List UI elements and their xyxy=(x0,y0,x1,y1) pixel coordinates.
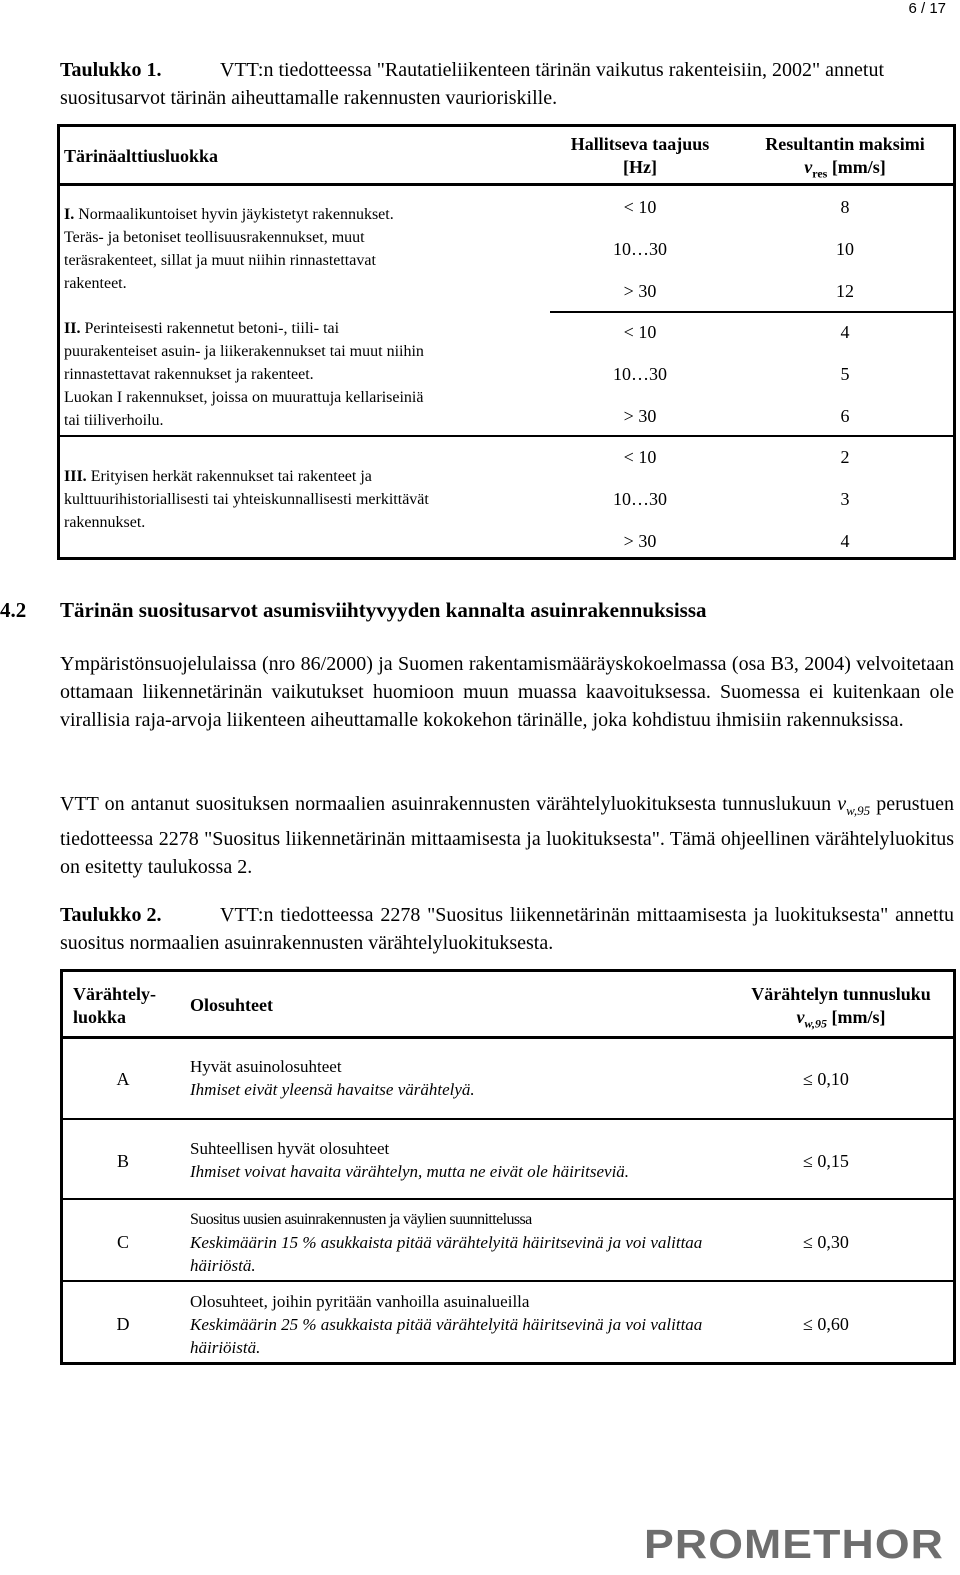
table1-caption-text: VTT:n tiedotteessa "Rautatieliikenteen tärinän vaikutus rakenteisiin, 2002" annetut suositusarvot tärinän aiheuttamalle rakennusten vaurioriskille. xyxy=(60,59,885,109)
table1-freq-cell: 10…30 xyxy=(613,489,667,509)
table1-header-frequency: Hallitseva taajuus [Hz] xyxy=(570,134,710,177)
table1-value-cell: 8 xyxy=(840,197,850,217)
table1-value-cell: 12 xyxy=(836,281,854,301)
table1-header-resultant: Resultantin maksimi $v_{res}$ [mm/s] xyxy=(765,134,925,181)
table1-freq-cell: > 30 xyxy=(623,406,657,426)
table2-limit-a: ≤ 0,10 xyxy=(803,1069,849,1089)
paragraph: Ympäristönsuojelulaissa (nro 86/2000) ja Suomen rakentamismääräyskokoelmassa (osa B3, 2004) velvoitetaan ottamaan liikennetärinän vaikutukset huomioon muun muassa kaavoituksessa. Suomessa ei kuitenkaan ole virallisia raja-arvoja liikenteen aiheuttamalle kokokehon tärinälle, joka kohdistuu ihmisiin rakennuksissa. xyxy=(60,653,954,731)
table2-header-value: Värähtelyn tunnusluku $v_{w,95}$ [mm/s] xyxy=(751,984,931,1031)
logo-text: PROMETHOR xyxy=(644,1521,944,1565)
table1-freq-cell: < 10 xyxy=(623,322,657,342)
table1-value-cell: 10 xyxy=(836,239,854,259)
table1-value-cell: 4 xyxy=(840,531,850,551)
table1-value-cell: 6 xyxy=(840,406,850,426)
section-heading: 4.2 Tärinän suositusarvot asumisviihtyvyyden kannalta asuinrakennuksissa xyxy=(0,598,707,622)
table2-conditions-d: Olosuhteet, joihin pyritään vanhoilla asuinalueilla Keskimäärin 25 % asukkaista pitää värähtelyitä häiritsevinä ja voi valittaa häiriöistä. xyxy=(190,1292,703,1357)
table1-class-iii: III. Erityisen herkät rakennukset tai rakenteet ja kulttuurihistoriallisesti tai yhteiskunnallisesti merkittävät rakennukset. xyxy=(64,468,429,531)
table1-freq-cell: 10…30 xyxy=(613,239,667,259)
v-symbol: v xyxy=(804,157,813,177)
table2-row-divider xyxy=(63,1198,953,1200)
table2-limit-d: ≤ 0,60 xyxy=(803,1314,849,1334)
table2-caption xyxy=(60,901,954,957)
page-number: 6 / 17 xyxy=(908,0,946,17)
table1-row-divider xyxy=(60,435,953,437)
table2-limit-b: ≤ 0,15 xyxy=(803,1151,849,1171)
table1-header-class: Tärinäalttiusluokka xyxy=(64,146,219,166)
table2-row-divider xyxy=(63,1118,953,1120)
table1-class-ii: II. Perinteisesti rakennetut betoni-, tiili- tai puurakenteiset asuin- ja liikerakennukset tai muut niihin rinnastettavat rakennukset ja rakenteet. Luokan I rakennukset, joissa on muurattuja kellariseiniä tai tiiliverhoilu. xyxy=(64,320,424,429)
table2-conditions-b: Suhteellisen hyvät olosuhteet Ihmiset voivat havaita värähtelyn, mutta ne eivät ole häiritseviä. xyxy=(190,1139,630,1181)
table2-header-conditions: Olosuhteet xyxy=(190,995,273,1015)
table2-class-c: C xyxy=(116,1232,129,1252)
vibration-damage-risk-table xyxy=(57,124,956,560)
table2-class-b: B xyxy=(116,1151,129,1171)
table2-header-class: Värähtely- luokka xyxy=(73,984,156,1027)
table2-limit-c: ≤ 0,30 xyxy=(803,1232,849,1252)
table2-caption-label: Taulukko 2. xyxy=(60,904,162,926)
table1-freq-cell: < 10 xyxy=(623,197,657,217)
table1-value-cell: 3 xyxy=(840,489,850,509)
paragraph: VTT on antanut suosituksen normaalien asuinrakennusten värähtelyluokituksesta tunnuslukuun $v_{w,95}$ perustuen tiedotteessa 2278 "Suositus liikennetärinän mittaamisesta ja luokituksesta". Tämä ohjeellinen värähtelyluokitus on esitetty taulukossa 2. xyxy=(60,793,954,878)
table2-class-a: A xyxy=(116,1069,130,1089)
table1-header-divider xyxy=(60,183,953,186)
table1-freq-cell: 10…30 xyxy=(613,364,667,384)
vibration-class-table xyxy=(60,969,956,1365)
table1-freq-cell: > 30 xyxy=(623,531,657,551)
table1-freq-cell: > 30 xyxy=(623,281,657,301)
table1-value-cell: 4 xyxy=(840,322,850,342)
table2-caption-text: VTT:n tiedotteessa 2278 "Suositus liikennetärinän mittaamisesta ja luokituksesta" annettu suositus normaalien asuinrakennusten värähtelyluokituksesta. xyxy=(60,904,954,954)
table2-row-divider xyxy=(63,1280,953,1282)
table1-caption-label: Taulukko 1. xyxy=(60,59,162,81)
table1-caption xyxy=(60,56,960,112)
table1-value-cell: 2 xyxy=(840,447,850,467)
promethor-logo xyxy=(642,1521,952,1565)
table2-conditions-a: Hyvät asuinolosuhteet Ihmiset eivät yleensä havaitse värähtelyä. xyxy=(190,1057,475,1099)
table2-class-d: D xyxy=(116,1314,130,1334)
table2-conditions-c: Suositus uusien asuinrakennusten ja väylien suunnittelussa Keskimäärin 15 % asukkaista pitää värähtelyitä häiritsevinä ja voi valittaa häiriöstä. xyxy=(190,1211,703,1275)
section-title: Tärinän suositusarvot asumisviihtyvyyden kannalta asuinrakennuksissa xyxy=(60,598,707,622)
table1-freq-cell: < 10 xyxy=(623,447,657,467)
table1-value-cell: 5 xyxy=(840,364,850,384)
table1-row-divider xyxy=(550,311,953,313)
table2-header-divider xyxy=(63,1036,953,1039)
table1-class-i: I. Normaalikuntoiset hyvin jäykistetyt rakennukset. Teräs- ja betoniset teollisuusrakennukset, muut teräsrakenteet, sillat ja muut niihin rinnastettavat rakenteet. xyxy=(64,206,394,292)
